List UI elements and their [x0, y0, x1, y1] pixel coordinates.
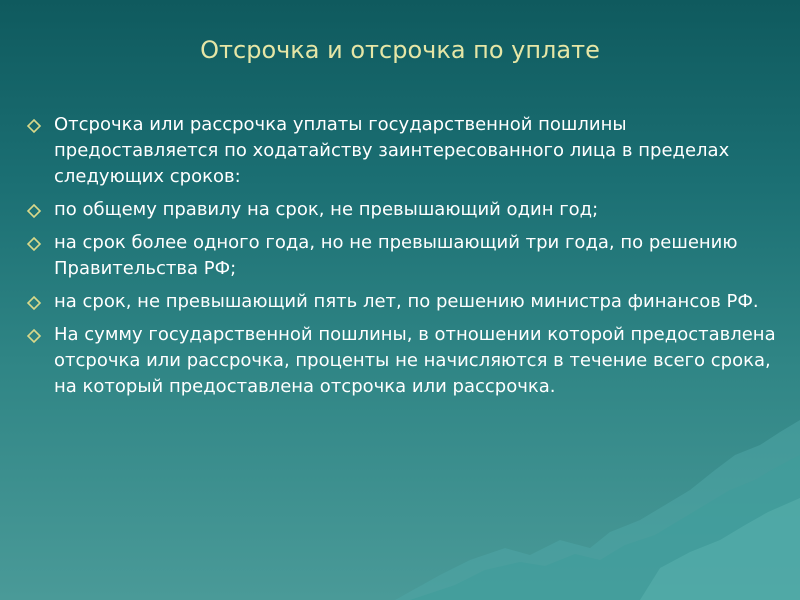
bullet-text: по общему правилу на срок, не превышающий один год; — [54, 199, 599, 220]
bullet-item — [24, 112, 784, 190]
mountain-peak — [640, 498, 800, 600]
bullet-item — [24, 322, 784, 400]
bullet-list — [24, 112, 784, 407]
diamond-bullet-icon — [24, 200, 44, 220]
bullet-text: на срок более одного года, но не превышающий три года, по решению Правительства РФ; — [54, 232, 738, 279]
diamond-bullet-icon — [24, 325, 44, 345]
bullet-text: на срок, не превышающий пять лет, по решению министра финансов РФ. — [54, 291, 759, 312]
bullet-item — [24, 230, 784, 282]
diamond-bullet-icon — [24, 233, 44, 253]
mountain-back — [395, 420, 800, 600]
bullet-text: На сумму государственной пошлины, в отношении которой предоставлена отсрочка или рассрочка, проценты не начисляются в течение всего срока, на который предоставлена отсрочка или рассрочка. — [54, 324, 776, 397]
diamond-bullet-icon — [24, 292, 44, 312]
mountain-front — [410, 455, 800, 600]
bullet-text: Отсрочка или рассрочка уплаты государственной пошлины предоставляется по ходатайству заинтересованного лица в пределах следующих сроков: — [54, 114, 730, 187]
bullet-item — [24, 289, 784, 315]
diamond-bullet-icon — [24, 115, 44, 135]
slide-title: Отсрочка и отсрочка по уплате — [200, 36, 600, 64]
bullet-item — [24, 197, 784, 223]
